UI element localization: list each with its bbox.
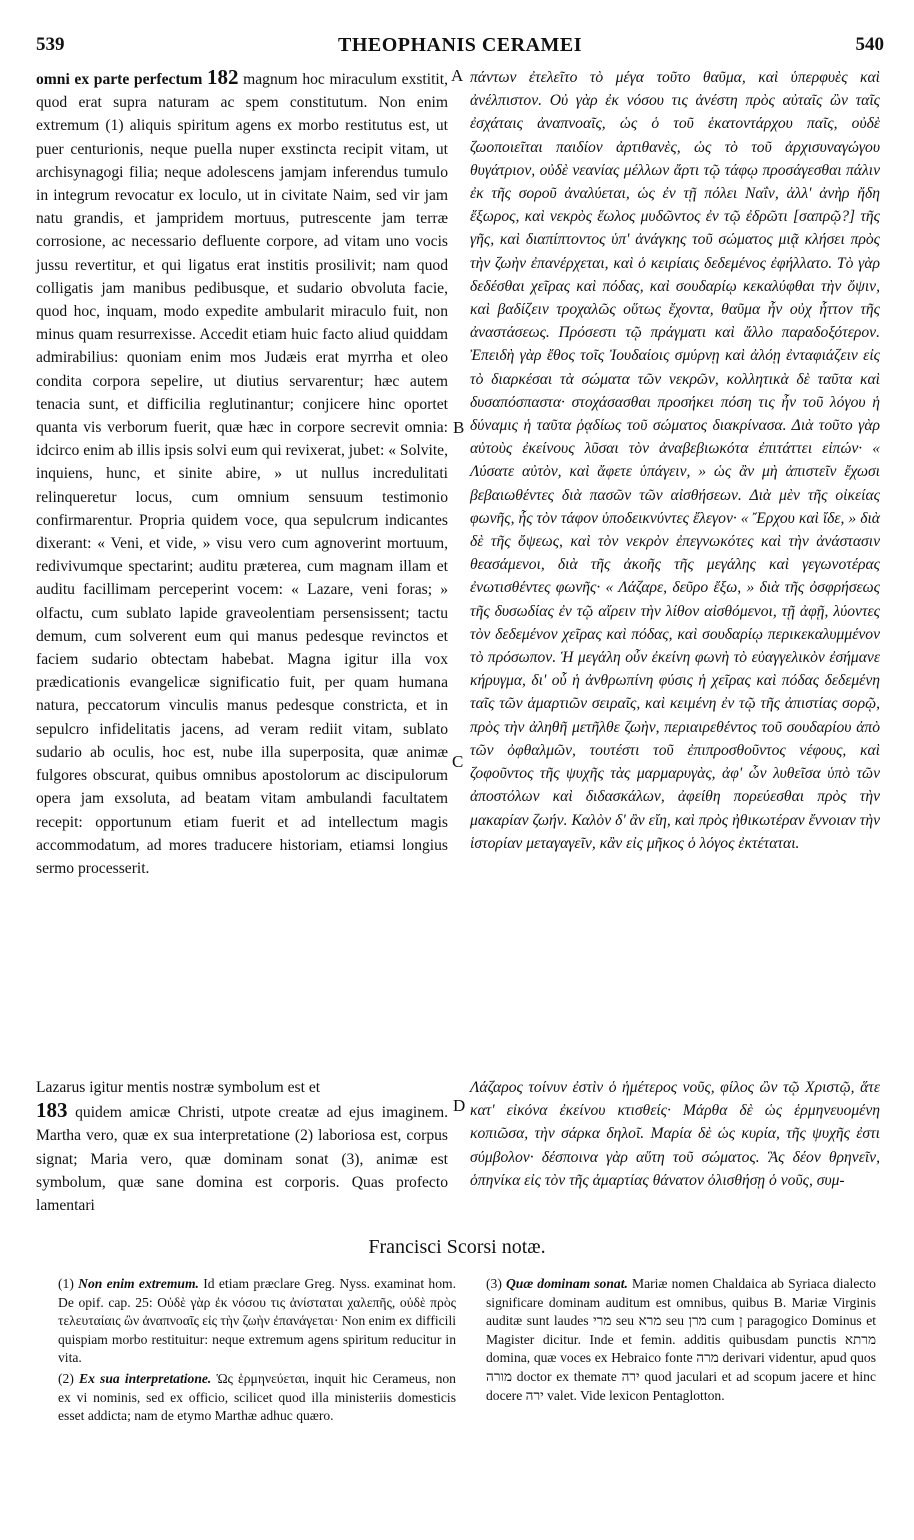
notes-section-title: Francisci Scorsi notæ. <box>368 1236 546 1258</box>
column-number-183: 183 <box>36 1098 68 1123</box>
note-3 <box>486 1275 876 1405</box>
column-number-182: 182 <box>206 65 239 89</box>
latin-intro: omni ex parte perfectum <box>36 71 203 88</box>
running-header <box>36 34 884 58</box>
latin-paragraph-2 <box>36 1076 448 1217</box>
latin-paragraph-1 <box>36 66 448 880</box>
greek-column-part-1 <box>470 66 880 855</box>
note-1-lemma: Non enim extremum. <box>78 1276 199 1291</box>
note-3-lemma: Quæ dominam sonat. <box>505 1276 628 1291</box>
latin-body-2: quidem amicæ Christi, utpote creatæ ad ejus imaginem. Martha vero, quæ ex sua interpretatione (2) laboriosa est, corpus signat; Maria vero, quæ dominam sonat (3), animæ est symbolum, quæ sane domina est corporis. Quas profecto lamentari <box>36 1104 449 1215</box>
greek-column-part-2 <box>470 1076 880 1192</box>
note-3-label: (3) <box>486 1276 502 1291</box>
note-2-lemma: Ex sua interpretatione. <box>79 1370 212 1386</box>
notes-right-column <box>486 1275 876 1407</box>
latin-column-part-2 <box>36 1076 448 1217</box>
greek-paragraph-1: πάντων ἐτελεῖτο τὸ μέγα τοῦτο θαῦμα, καὶ ὑπερφυὲς καὶ ἀνέλπιστον. Οὐ γὰρ ἐκ νόσου τις ἀνέστη πρὸς αὐταῖς ὢν ταῖς ἐσχάταις ἀναπνοαῖς, ὡς ὁ τοῦ ἑκατοντάρχου παῖς, οὐδὲ ζωοποιεῖται παιδίον ἀρτιθανὲς, ὡς τὸ τοῦ ἀρχισυναγώγου θυγάτριον, οὐδὲ νεανίας μέλλων ἄρτι τῷ τάφῳ προσάγεσθαι πάλιν ἐκ τῆς σοροῦ ἀναλύεται, ὡς ἐν τῇ πόλει Ναΐν, ἀλλ' ἀνὴρ ἤδη ἔξωρος, καὶ νεκρὸς ἕωλος μυδῶντος ἐν τῷ ἐδρῶτι [σαπρῷ?] τῆς γῆς, καὶ διαπίπτοντος ὑπ' ἀνάγκης τοῦ σώματος μιᾷ κλήσει πρὸς τὴν ζωὴν ἐπανέρχεται, καὶ ὁ κειρίαις δεδεμένος ἐφήλλατο. Τὸ γὰρ δεδέσθαι χεῖρας καὶ πόδας, καὶ σουδαρίῳ κεκαλύφθαι τὴν ὄψιν, καὶ βαδίζειν τροχαλῶς οὕτως ἔχοντα, θαῦμα ἦν οὐχ ἧττον τῆς ἀναστάσεως. Πρόσεστι τῷ πράγματι καὶ ἄλλο παραδοξότερον. Ἐπειδὴ γὰρ ἔθος τοῖς Ἰουδαίοις σμύρνῃ καὶ ἀλόῃ ἐνταφιάζειν εἰς τὸ διαρκέσαι τὰ σώματα τῶν νεκρῶν, κολλητικὰ δὲ ταῦτα καὶ δυσαπόσπαστα· στοχάσασθαι προσήκει πόση τις ἦν τοῦ λόγου ἡ δύναμις ἡ ταῦτα ῥᾳδίως τοῦ σώματος διακρίνασα. Διὰ τοῦτο γὰρ αὐτοὺς ἐκείνους λῦσαι τὸν ἀναβεβιωκότα ἐπιτάττει εἰπών· « Λύσατε αὐτὸν, καὶ ἄφετε ὑπάγειν, » ὡς ἂν μὴ ἀπιστεῖν ἔχωσι βεβαιωθέντες διὰ πασῶν τῶν αἰσθήσεων. Διὰ μὲν τῆς οἰκείας φωνῆς, ἧς τὸν τάφον ὑποδεικνύντες ἔλεγον· « Ἔρχου καὶ ἴδε, » διὰ δὲ τῆς ὄψεως, καὶ τὸν νεκρὸν ἐπεγνωκότες καὶ τὴν ἀνάστασιν θεασάμενοι, διὰ τῆς ἀκοῆς τῆς μεγάλης καὶ γεγωνοτέρας ἐνωτισθέντες φωνῆς· « Λάζαρε, δεῦρο ἔξω, » διὰ τῆς ὀσφρήσεως τῆς δυσωδίας ἐν τῷ αἴρειν τὴν λίθον αἰσθόμενοι, τῇ ἀφῇ, λύοντες τὸν δεδεμένον χεῖρας καὶ πόδας, καὶ σουδαρίῳ περικεκαλυμμένον τὸ πρόσωπον. Ἡ μεγάλη οὖν ἐκείνη φωνὴ τὸ εὐαγγελικὸν ἐσήμανε κήρυγμα, δι' οὗ ἡ ἀνθρωπίνη φύσις ἡ χεῖρας καὶ πόδας δεδεμένη ταῖς τῶν ἁμαρτιῶν σειραῖς, καὶ κειμένη ἐν τῷ τῆς ἀπιστίας σορῷ, πρὸς τὴν ἀληθῆ μετῆλθε ζωὴν, περιαιρεθέντος τοῦ σουδαρίου ἀπὸ τῶν ὀφθαλμῶν, τουτέστι τοῦ ἐπιπροσθοῦντος νέφους, καὶ ζοφοῦντος τῆς ψυχῆς τὰς μαρμαρυγὰς, ἀφ' ὧν λυθεῖσα ὑπὸ τῶν ἀποστόλων καὶ διδασκάλων, ἀφείθη πορεύεσθαι πρὸς τὴν μακαρίαν ζωήν. Καλὸν δ' ἂν εἴη, καὶ πρὸς ἠθικωτέραν ἔννοιαν τὴν ἱστορίαν μεταγαγεῖν, κἂν εἰς μῆκος ὁ λόγος ἐκτέταται. <box>470 69 880 852</box>
margin-marker-a: A <box>451 66 464 85</box>
left-page-number: 539 <box>36 34 65 55</box>
greek-paragraph-2: Λάζαρος τοίνυν ἐστὶν ὁ ἡμέτερος νοῦς, φίλος ὢν τῷ Χριστῷ, ἅτε κατ' εἰκόνα ἐκείνου κτισθείς· Μάρθα δὲ ὡς ἑρμηνευομένη κοπιῶσα, τὴν σάρκα δηλοῖ. Μαρία δὲ ὡς κυρία, τῆς ψυχῆς ἐστι σύμβολον· δέσποινα γὰρ αὕτη τοῦ σώματος. Ἃς δέον θρηνεῖν, ὁπηνίκα εἰς τὸν τῆς ἁμαρτίας θάνατον ὀλισθήσῃ ὁ νοῦς, συμ- <box>470 1079 880 1189</box>
note-2 <box>58 1370 456 1426</box>
note-1 <box>58 1275 456 1368</box>
note-2-text: Ὡς ἑρμηνεύεται, inquit hic Cerameus, non ex vi nominis, sed ex officio, scilicet quod illa ministeriis domesticis esset addicta; nam de etymo Marthæ adhuc quæro. <box>58 1370 456 1424</box>
running-title: THEOPHANIS CERAMEI <box>337 34 583 56</box>
note-1-label: (1) <box>58 1276 74 1291</box>
right-page-number: 540 <box>855 34 884 55</box>
margin-marker-b: B <box>453 418 465 437</box>
latin-first-line-2: Lazarus igitur mentis nostræ symbolum est et <box>36 1079 321 1096</box>
note-1-text: Id etiam præclare Greg. Nyss. examinat hom. De opif. cap. 25: Οὐδὲ γὰρ ἐκ νόσου τις ἀνίσταται χαλεπῆς, οὐδὲ πρὸς τελευταίαις ὢν ἀναπνοαῖς εἰς τὴν ζωὴν ἐπανάγεται· Non enim ex difficili quispiam morbo restituitur: neque extremum agens spiritum reducitur in vita. <box>58 1276 457 1366</box>
latin-body-1: magnum hoc miraculum exstitit, quod erat supra naturam ac spem constitutum. Non enim extremum (1) aliquis spiritum agens ex morbo restitutus est, ut puer centurionis, neque puella nuper exstincta recipit vitam, ut archisynagogi filia; neque adolescens jamjam inferendus tumulo in integrum revocatur ex loculo, ut in civitate Naim, sed vir jam natu grandis, et jampridem mortuus, putrescente jam terræ corrosione, ac necessario defluente corpore, ad vitam uno vocis jussu revertitur, et qui ligatus erat institis prosilivit; nam quod colligatis jam manibus pedibusque, et sudario obvoluta facie, quod hoc, inquam, modo expedite ambularit miraculo fuit, non minus quam resurrexisse. Accedit etiam huic facto aliud quiddam admirabilius: quoniam enim mos Judæis erat myrrha et oleo condita corpora sepelire, ut diutius servarentur; hæc autem tenacia sunt, et difficilia reglutinantur; conjicere hinc oportet quanta vis verborum fuerit, quæ hæc in corpore secrevit omnia: idcirco enim ab illis ipsis solvi eum qui revixerat, jubet: « Solvite, inquiens, hunc, et sinite abire, » ut nullus incredulitati relinqueretur locus, cum omnium sensuum testimonio confirmarentur. Propria quidem voce, qua sepulcrum indicantes dixerant: « Veni, et vide, » visu vero cum agnoverint mortuum, redivivumque spectarint; auditu præterea, cum magnam illam et auditu facillimam perceperint vocem: « Lazare, veni foras; » olfactu, cum sublato lapide graveolentiam persensissent; tactu demum, cum solverent eum qui manus pedesque revinctos et faciem sudario obtectam habebat. Magna igitur illa vox prædicationis evangelicæ significatio fuit, per quam humana natura, peccatorum vinculis manus pedesque constricta, et in sepulcro infidelitatis jacens, ad veram rediit vitam, sublato sudario ab oculis, hoc est, nube illa superposita, quæ animæ fulgores obscurat, quibus omnibus apostolorum ac discipulorum opera jam exsoluta, ad beatam vitam ambulandi facultatem recepit: opportunum etiam fuerit et ad intellectum magis accommodatum, ad mores traducere historiam, etiamsi longius sermo processerit. <box>36 71 448 877</box>
note-3-text: Mariæ nomen Chaldaica ab Syriaca dialecto significare dominam auditum est omnibus, quibus B. Mariæ Virginis auditæ sunt laudes מרי seu מרא seu מרן cum ן paragogico Dominus et Magister dicitur. Inde et femin. additis quibusdam punctis מרתא domina, quæ voces ex Hebraico fonte מרה derivari videntur, apud quos מורה doctor ex themate ירה quod jaculari et ad scopum jacere et hinc docere ירה valet. Vide lexicon Pentaglotton. <box>486 1276 877 1403</box>
notes-left-column <box>58 1275 456 1428</box>
latin-column-part-1 <box>36 66 448 880</box>
margin-marker-c: C <box>452 752 464 771</box>
note-2-label: (2) <box>58 1370 74 1386</box>
margin-marker-d: D <box>453 1096 466 1115</box>
